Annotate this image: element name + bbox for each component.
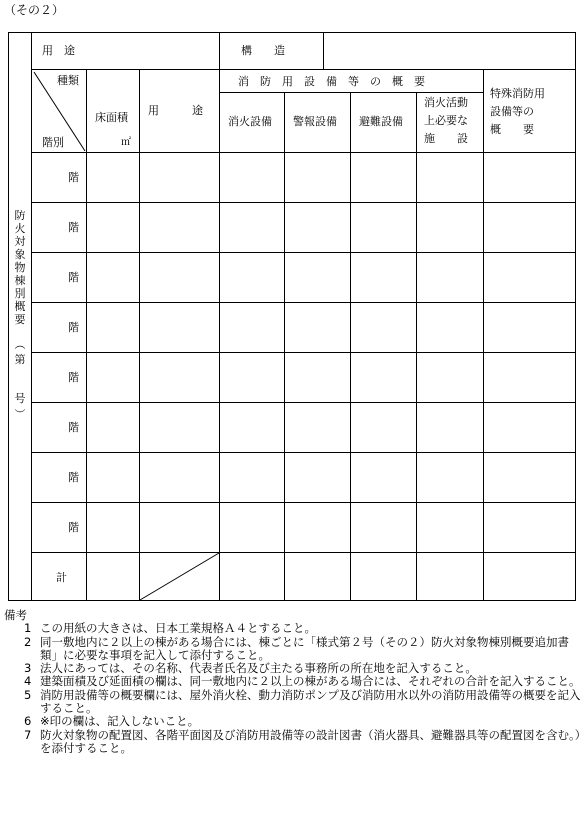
side-label-char: ︶ — [14, 408, 26, 421]
notes-title: 備考 — [4, 608, 27, 622]
side-label-char: 号 — [14, 392, 26, 405]
floor-row-label: 階 — [68, 271, 79, 284]
usage-field[interactable] — [87, 33, 219, 69]
special-equipment-header-line2: 設備等の — [490, 105, 534, 118]
side-label-char: 別 — [14, 287, 26, 300]
side-label-char: 棟 — [14, 274, 26, 287]
total-row-label: 計 — [56, 571, 67, 584]
side-label-char: 防 — [14, 209, 26, 222]
floor-area-header: 床面積 — [95, 111, 128, 124]
note-number: 2 — [24, 634, 32, 649]
note-item — [4, 715, 582, 728]
side-label-char: 象 — [14, 248, 26, 261]
note-text: 建築面積及び延面積の欄は、同一敷地内に２以上の棟がある場合には、それぞれの合計を記入すること。 — [40, 674, 581, 689]
evacuation-equipment-header: 避難設備 — [359, 115, 403, 128]
usage-label: 用 途 — [42, 44, 75, 57]
special-equipment-header-line3: 概 要 — [490, 123, 534, 136]
type-label: 種類 — [57, 74, 79, 87]
floor-row-label: 階 — [68, 471, 79, 484]
note-item — [4, 636, 582, 663]
alarm-equipment-header: 警報設備 — [293, 115, 337, 128]
note-text: 防火対象物の配置図、各階平面図及び消防用設備等の設計図書（消火器具、避難器具等の配置図を含む。）を添付すること。 — [40, 727, 581, 755]
note-text: 法人にあっては、その名称、代表者氏名及び主たる事務所の所在地を記入すること。 — [40, 661, 477, 676]
note-item — [4, 729, 582, 756]
side-label-char: 要 — [14, 313, 26, 326]
note-text: 同一敷地内に２以上の棟がある場合には、棟ごとに「様式第２号（その２）防火対象物棟別概要追加書類」に必要な事項を記入して添付すること。 — [40, 634, 569, 662]
note-number: 3 — [24, 661, 32, 676]
firefighting-facilities-header-line3: 施 設 — [424, 132, 468, 145]
note-item — [4, 675, 582, 688]
floor-label: 階別 — [42, 136, 64, 149]
floor-area-unit: ㎡ — [121, 137, 131, 148]
fire-equipment-summary-header: 消 防 用 設 備 等 の 概 要 — [238, 75, 425, 88]
usage-header: 用 途 — [148, 104, 203, 117]
floor-row-label: 階 — [68, 521, 79, 534]
note-number: 7 — [24, 727, 32, 742]
side-label-char: 物 — [14, 261, 26, 274]
fire-extinguishing-equipment-header: 消火設備 — [228, 115, 272, 128]
page-label: （その２） — [4, 3, 65, 17]
floor-row-label: 階 — [68, 321, 79, 334]
side-label-char: 概 — [14, 300, 26, 313]
note-text: ※印の欄は、記入しないこと。 — [40, 714, 200, 729]
side-label-char: 対 — [14, 235, 26, 248]
note-number: 5 — [24, 687, 32, 702]
note-item — [4, 689, 582, 716]
note-text: 消防用設備等の概要欄には、屋外消火栓、動力消防ポンプ及び消防用水以外の消防用設備等の概要を記入すること。 — [40, 687, 581, 716]
note-number: 4 — [24, 674, 32, 689]
note-item — [4, 622, 582, 635]
note-number: 6 — [24, 714, 32, 729]
special-equipment-header-line1: 特殊消防用 — [490, 87, 545, 100]
floor-row-label: 階 — [68, 221, 79, 234]
side-label-char: 火 — [14, 222, 26, 235]
floor-row-label: 階 — [68, 171, 79, 184]
structure-label: 構 造 — [241, 44, 285, 57]
firefighting-facilities-header-line1: 消火活動 — [424, 96, 468, 109]
side-label-char: 第 — [14, 353, 26, 366]
total-diagonal-line — [140, 553, 219, 600]
floor-row-label: 階 — [68, 371, 79, 384]
floor-row-label: 階 — [68, 421, 79, 434]
firefighting-facilities-header-line2: 上必要な — [424, 114, 468, 127]
side-label-char: ︵ — [14, 338, 26, 351]
note-text: この用紙の大きさは、日本工業規格Ａ４とすること。 — [40, 621, 316, 636]
structure-field[interactable] — [324, 33, 575, 69]
note-number: 1 — [24, 621, 32, 636]
note-item — [4, 662, 582, 675]
notes-section — [4, 609, 582, 755]
